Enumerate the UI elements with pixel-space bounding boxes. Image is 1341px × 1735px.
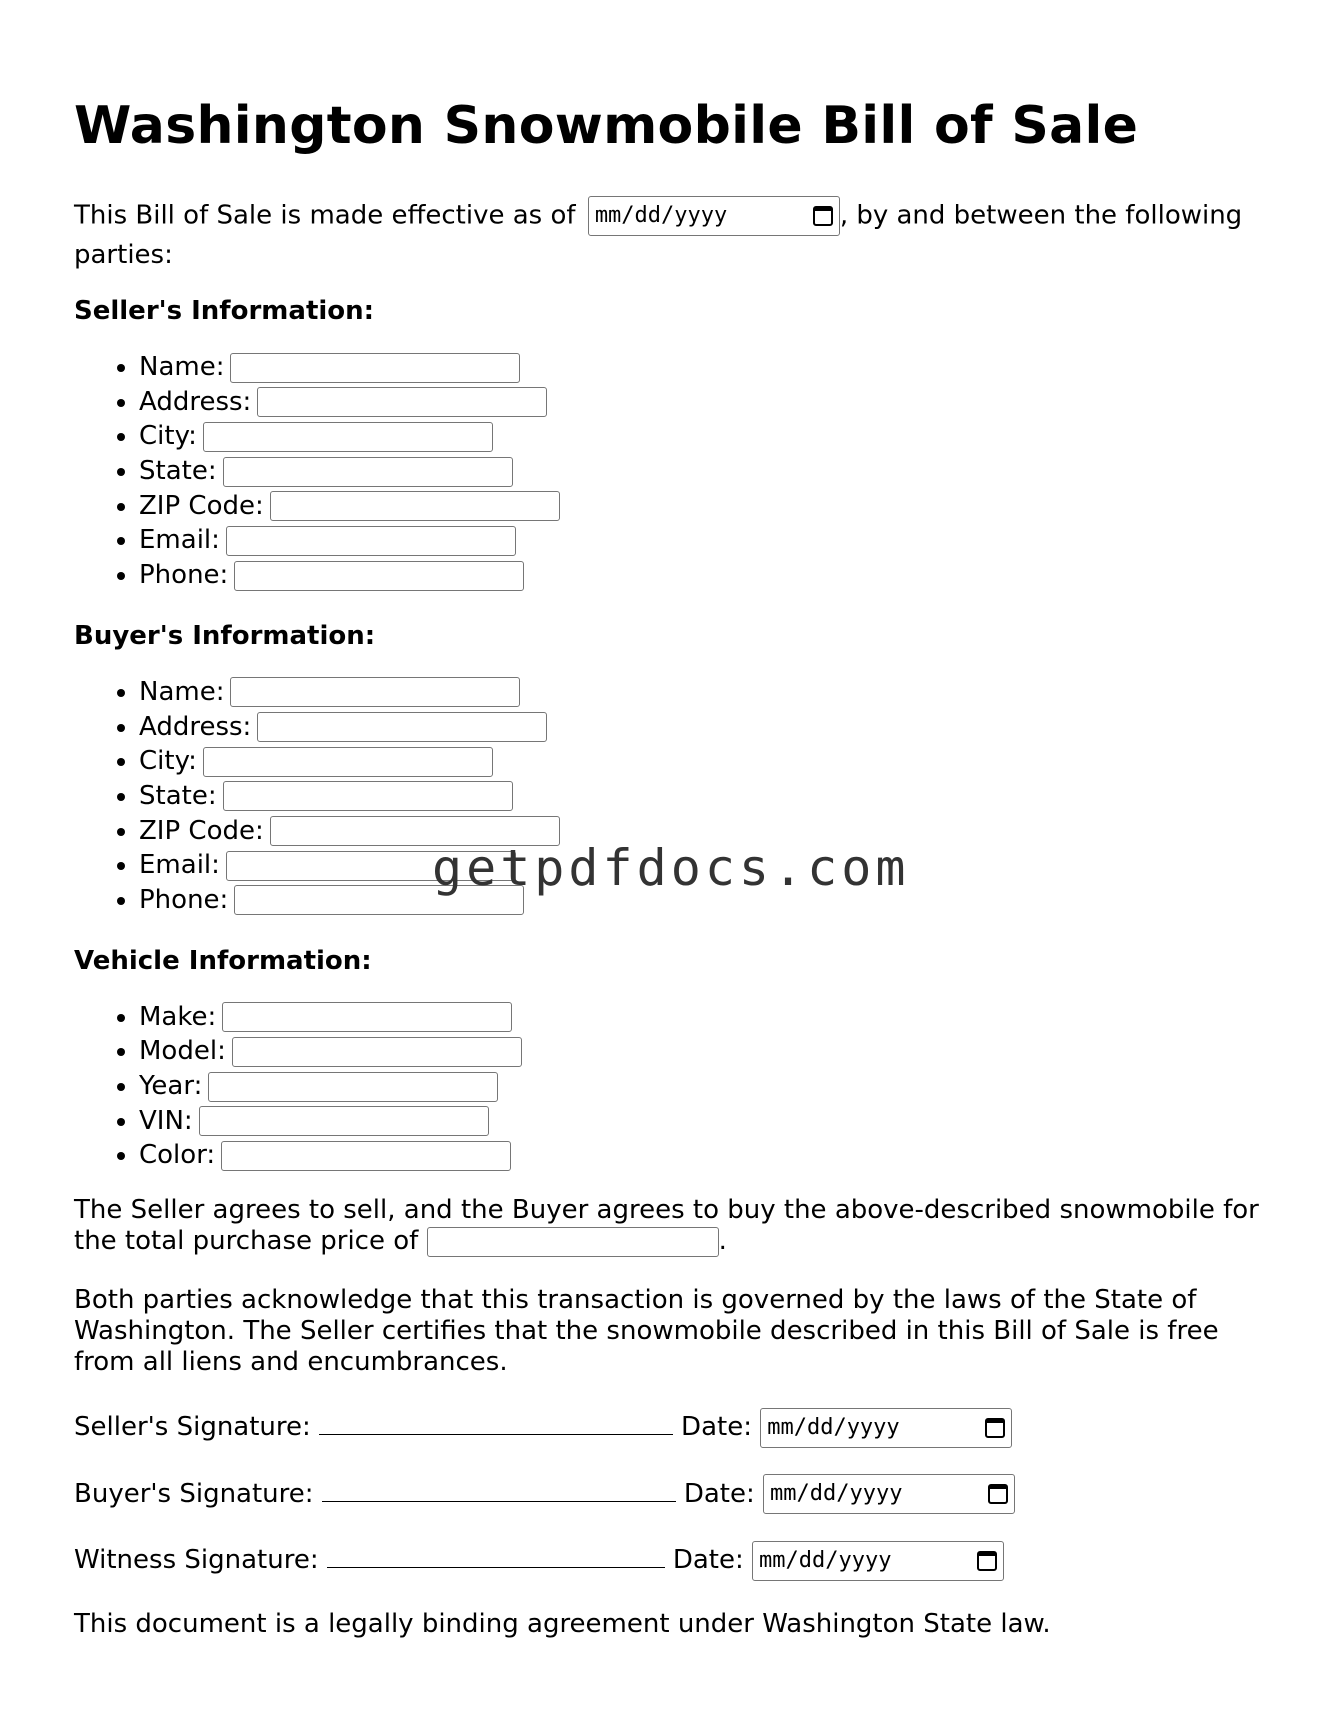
vehicle-color-input[interactable]: [221, 1141, 511, 1171]
effective-date-input[interactable]: [588, 196, 840, 236]
field-label: ZIP Code:: [139, 490, 264, 521]
page-title: Washington Snowmobile Bill of Sale: [74, 96, 1139, 156]
vehicle-year-input[interactable]: [208, 1072, 498, 1102]
field-label: State:: [139, 456, 217, 487]
vehicle-fields: [74, 1000, 1274, 1173]
field-label: City:: [139, 746, 197, 777]
seller-state-input[interactable]: [223, 457, 513, 487]
calendar-icon[interactable]: [988, 1484, 1008, 1504]
field-label: Phone:: [139, 884, 229, 915]
field-label: Phone:: [139, 560, 229, 591]
list-item: [139, 558, 1274, 593]
seller-heading: Seller's Information:: [74, 296, 375, 326]
buyer-state-input[interactable]: [223, 781, 513, 811]
agreement-paragraph: [74, 1195, 1274, 1257]
vehicle-heading: Vehicle Information:: [74, 945, 372, 976]
intro-text: This Bill of Sale is made effective as of: [74, 200, 576, 231]
list-item: [139, 350, 1274, 385]
seller-phone-input[interactable]: [234, 561, 524, 591]
field-label: City:: [139, 421, 197, 452]
law-paragraph: Both parties acknowledge that this transaction is governed by the laws of the State of Washington. The Seller certifies that the snowmobile described in this Bill of Sale is free from all liens and encumbrances.: [74, 1285, 1219, 1378]
intro-paragraph: [74, 196, 1274, 274]
list-item: [139, 1069, 1274, 1104]
seller-address-input[interactable]: [257, 387, 547, 417]
date-placeholder: mm/dd/yyyy: [767, 1414, 900, 1440]
list-item: [139, 419, 1274, 454]
signature-label: Seller's Signature:: [74, 1412, 311, 1443]
field-label: Address:: [139, 711, 252, 742]
vehicle-make-input[interactable]: [222, 1002, 512, 1032]
buyer-signature-row: [74, 1473, 1274, 1515]
witness-date-input[interactable]: [752, 1541, 1004, 1581]
footer-text: This document is a legally binding agreement under Washington State law.: [74, 1608, 1051, 1639]
signature-label: Witness Signature:: [74, 1545, 319, 1576]
buyer-city-input[interactable]: [203, 747, 493, 777]
buyer-date-input[interactable]: [763, 1474, 1015, 1514]
calendar-icon[interactable]: [985, 1418, 1005, 1438]
date-label: Date:: [683, 1478, 755, 1509]
calendar-icon[interactable]: [977, 1551, 997, 1571]
witness-signature-line[interactable]: [327, 1539, 665, 1568]
seller-fields: [74, 350, 1274, 593]
field-label: Email:: [139, 850, 220, 881]
field-label: Make:: [139, 1001, 217, 1032]
calendar-icon[interactable]: [813, 206, 833, 226]
field-label: Year:: [139, 1071, 203, 1101]
list-item: [139, 454, 1274, 489]
buyer-heading: Buyer's Information:: [74, 620, 376, 651]
field-label: ZIP Code:: [139, 815, 264, 846]
seller-signature-row: [74, 1406, 1274, 1448]
watermark-text: getpdfdocs.com: [432, 839, 910, 897]
field-label: Model:: [139, 1036, 226, 1067]
seller-signature-line[interactable]: [319, 1406, 673, 1435]
list-item: [139, 1000, 1274, 1035]
date-placeholder: mm/dd/yyyy: [759, 1547, 892, 1573]
field-label: Name:: [139, 676, 225, 707]
field-label: State:: [139, 780, 217, 811]
signature-label: Buyer's Signature:: [74, 1478, 314, 1509]
list-item: [139, 779, 1274, 814]
list-item: [139, 710, 1274, 745]
field-label: VIN:: [139, 1105, 193, 1136]
date-label: Date:: [672, 1545, 744, 1576]
date-label: Date:: [681, 1412, 752, 1443]
date-placeholder: mm/dd/yyyy: [769, 1481, 903, 1507]
field-label: Email:: [139, 525, 220, 556]
purchase-price-input[interactable]: [427, 1227, 719, 1257]
witness-signature-row: [74, 1539, 1274, 1581]
seller-zip-input[interactable]: [270, 491, 560, 521]
vehicle-model-input[interactable]: [232, 1037, 522, 1067]
agreement-text: The Seller agrees to sell, and the Buyer agrees to buy the above-described snowmobile for the total purchase price of: [74, 1195, 1259, 1257]
seller-name-input[interactable]: [230, 353, 520, 383]
list-item: [139, 523, 1274, 558]
agreement-end: .: [718, 1226, 727, 1257]
list-item: [139, 385, 1274, 420]
buyer-address-input[interactable]: [257, 712, 547, 742]
field-label: Address:: [139, 386, 252, 417]
date-placeholder: mm/dd/yyyy: [594, 203, 728, 228]
list-item: [139, 489, 1274, 524]
field-label: Name:: [139, 352, 225, 382]
list-item: [139, 1034, 1274, 1069]
list-item: [139, 1138, 1274, 1173]
list-item: [139, 675, 1274, 710]
seller-email-input[interactable]: [226, 526, 516, 556]
buyer-name-input[interactable]: [230, 677, 520, 707]
seller-date-input[interactable]: [760, 1408, 1012, 1448]
field-label: Color:: [139, 1140, 216, 1171]
intro-text-end: , by and between the following parties:: [74, 200, 1243, 270]
buyer-signature-line[interactable]: [322, 1473, 676, 1502]
vehicle-vin-input[interactable]: [199, 1106, 489, 1136]
seller-city-input[interactable]: [203, 422, 493, 452]
list-item: [139, 744, 1274, 779]
list-item: [139, 1104, 1274, 1139]
